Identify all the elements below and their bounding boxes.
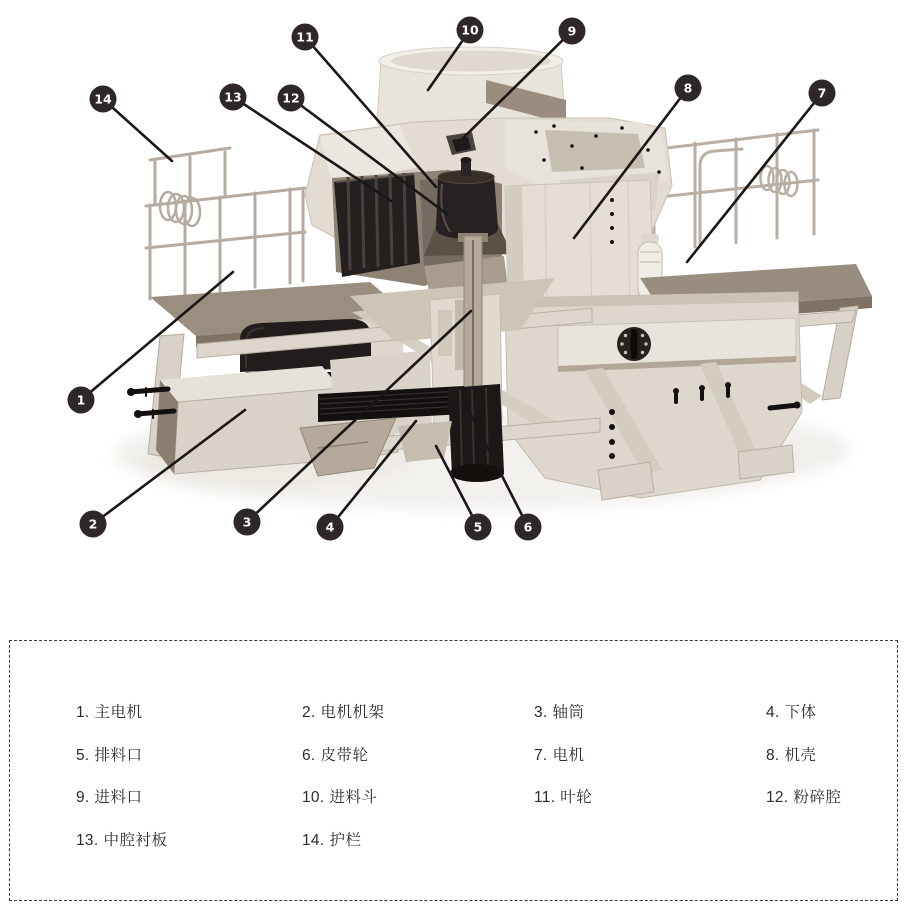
legend-item-4 (766, 704, 897, 747)
legend-item-label: 进料口 (94, 789, 143, 806)
callout-number-11: 11 (296, 29, 314, 45)
callout-number-2: 2 (88, 516, 98, 532)
legend-item-label: 叶轮 (560, 789, 593, 806)
callout-number-4: 4 (325, 519, 335, 535)
legend-item-13 (76, 832, 302, 875)
legend-item-label: 中腔衬板 (103, 831, 168, 849)
legend-item-8 (766, 747, 897, 790)
right-guardrail-shape (650, 130, 818, 252)
legend-grid (10, 641, 897, 874)
left-guardrail-shape (146, 148, 305, 299)
legend-item-label: 机壳 (784, 746, 817, 764)
legend-item-number: 1. (76, 704, 90, 721)
legend-item-number: 3. (534, 704, 548, 721)
machine-illustration (127, 47, 872, 500)
legend-item-label: 下体 (784, 704, 817, 721)
legend-item-number: 5. (76, 746, 90, 764)
legend-item-label: 皮带轮 (320, 746, 369, 764)
legend-item-number: 6. (302, 746, 316, 764)
legend-item-10 (302, 789, 534, 832)
legend-item-number: 10. (302, 789, 325, 806)
legend-item-number: 13. (76, 831, 99, 849)
callout-number-1: 1 (76, 392, 86, 408)
legend-item-9 (76, 789, 302, 832)
legend-item-6 (302, 747, 534, 790)
callout-number-10: 10 (461, 22, 479, 38)
legend-item-number: 4. (766, 704, 780, 721)
legend-item-number: 8. (766, 746, 780, 764)
legend-item-number: 2. (302, 704, 316, 721)
callout-number-3: 3 (242, 514, 252, 530)
legend-item-label: 轴筒 (552, 704, 585, 721)
legend-item-label: 主电机 (94, 704, 143, 721)
legend-item-label: 护栏 (329, 831, 362, 849)
parts-legend (9, 640, 898, 901)
legend-item-11 (534, 789, 766, 832)
callout-number-7: 7 (817, 85, 827, 101)
callout-number-14: 14 (94, 91, 112, 107)
callout-number-5: 5 (473, 519, 483, 535)
callout-number-9: 9 (567, 23, 577, 39)
callout-number-6: 6 (523, 519, 533, 535)
legend-item-label: 粉碎腔 (793, 789, 842, 806)
callout-number-8: 8 (683, 80, 693, 96)
legend-item-3 (534, 704, 766, 747)
legend-item-number: 12. (766, 789, 789, 806)
legend-item-7 (534, 747, 766, 790)
legend-item-2 (302, 704, 534, 747)
legend-item-5 (76, 747, 302, 790)
callout-line-7 (687, 93, 822, 262)
legend-item-1 (76, 704, 302, 747)
legend-item-14 (302, 832, 534, 875)
callout-line-14 (103, 99, 172, 161)
legend-item-number: 11. (534, 789, 556, 806)
legend-item-12 (766, 789, 897, 832)
legend-item-label: 排料口 (94, 746, 143, 764)
legend-item-number: 14. (302, 831, 325, 849)
legend-item-number: 9. (76, 789, 90, 806)
callout-number-12: 12 (282, 90, 300, 106)
legend-item-number: 7. (534, 746, 548, 764)
legend-item-label: 电机机架 (320, 704, 385, 721)
legend-item-label: 电机 (552, 746, 585, 764)
legend-item-label: 进料斗 (329, 789, 378, 806)
callout-number-13: 13 (224, 89, 242, 105)
